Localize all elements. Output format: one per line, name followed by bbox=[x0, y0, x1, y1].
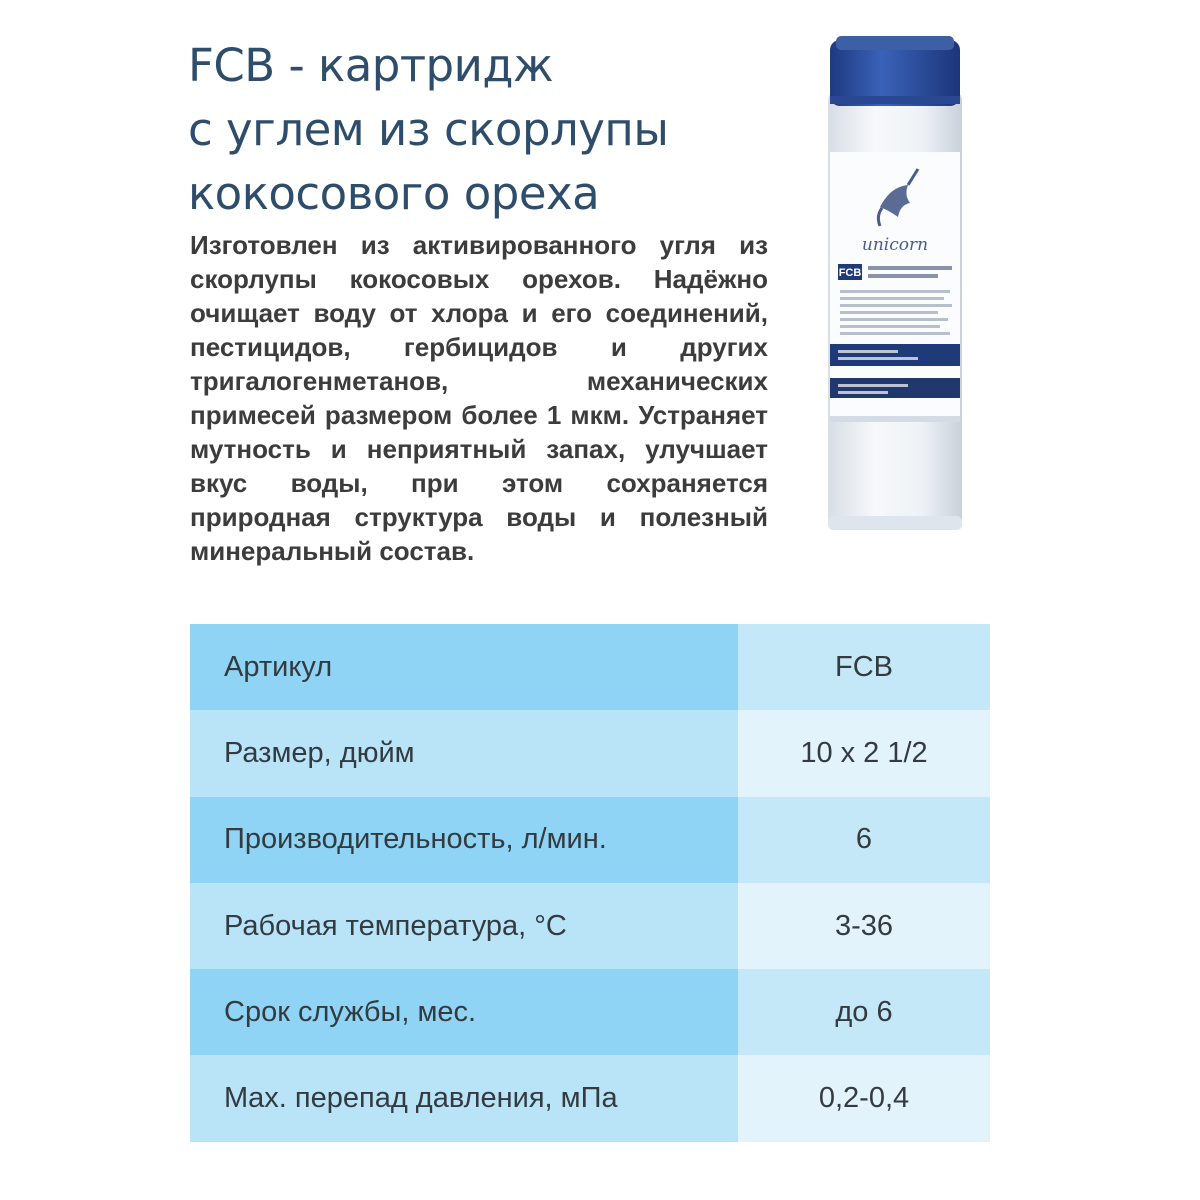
spec-value: 6 bbox=[738, 797, 990, 883]
table-row bbox=[190, 1055, 990, 1141]
table-row bbox=[190, 797, 990, 883]
title-line-3: кокосового ореха bbox=[188, 167, 600, 220]
brand-text: unicorn bbox=[861, 235, 929, 255]
fcb-badge-text: FCB bbox=[838, 267, 862, 279]
spec-value: до 6 bbox=[738, 969, 990, 1055]
spec-value: FCB bbox=[738, 624, 990, 710]
spec-label: Рабочая температура, °С bbox=[190, 883, 738, 969]
specs-table bbox=[190, 624, 990, 1142]
spec-label: Артикул bbox=[190, 624, 738, 710]
table-row bbox=[190, 710, 990, 796]
spec-value: 10 x 2 1/2 bbox=[738, 710, 990, 796]
product-description: Изготовлен из активированного угля из скорлупы кокосовых орехов. Надёжно очищает воду от хлора и его соединений, пестицидов, гербицидов и других тригалогенметанов, механических примесей размером более 1 мкм. Устраняет мутность и неприятный запах, улучшает вкус воды, при этом сохраняется природная структура воды и полезный минеральный состав. bbox=[190, 230, 768, 566]
spec-label: Срок службы, мес. bbox=[190, 969, 738, 1055]
spec-label: Max. перепад давления, мПа bbox=[190, 1055, 738, 1141]
spec-label: Производительность, л/мин. bbox=[190, 797, 738, 883]
table-row bbox=[190, 969, 990, 1055]
title-line-1: FCB - картридж bbox=[188, 39, 554, 92]
spec-label: Размер, дюйм bbox=[190, 710, 738, 796]
title-line-2: с углем из скорлупы bbox=[188, 103, 669, 156]
spec-value: 0,2-0,4 bbox=[738, 1055, 990, 1141]
table-row bbox=[190, 624, 990, 710]
table-row bbox=[190, 883, 990, 969]
cartridge-image bbox=[820, 32, 970, 534]
spec-value: 3-36 bbox=[738, 883, 990, 969]
page-title bbox=[188, 34, 788, 226]
